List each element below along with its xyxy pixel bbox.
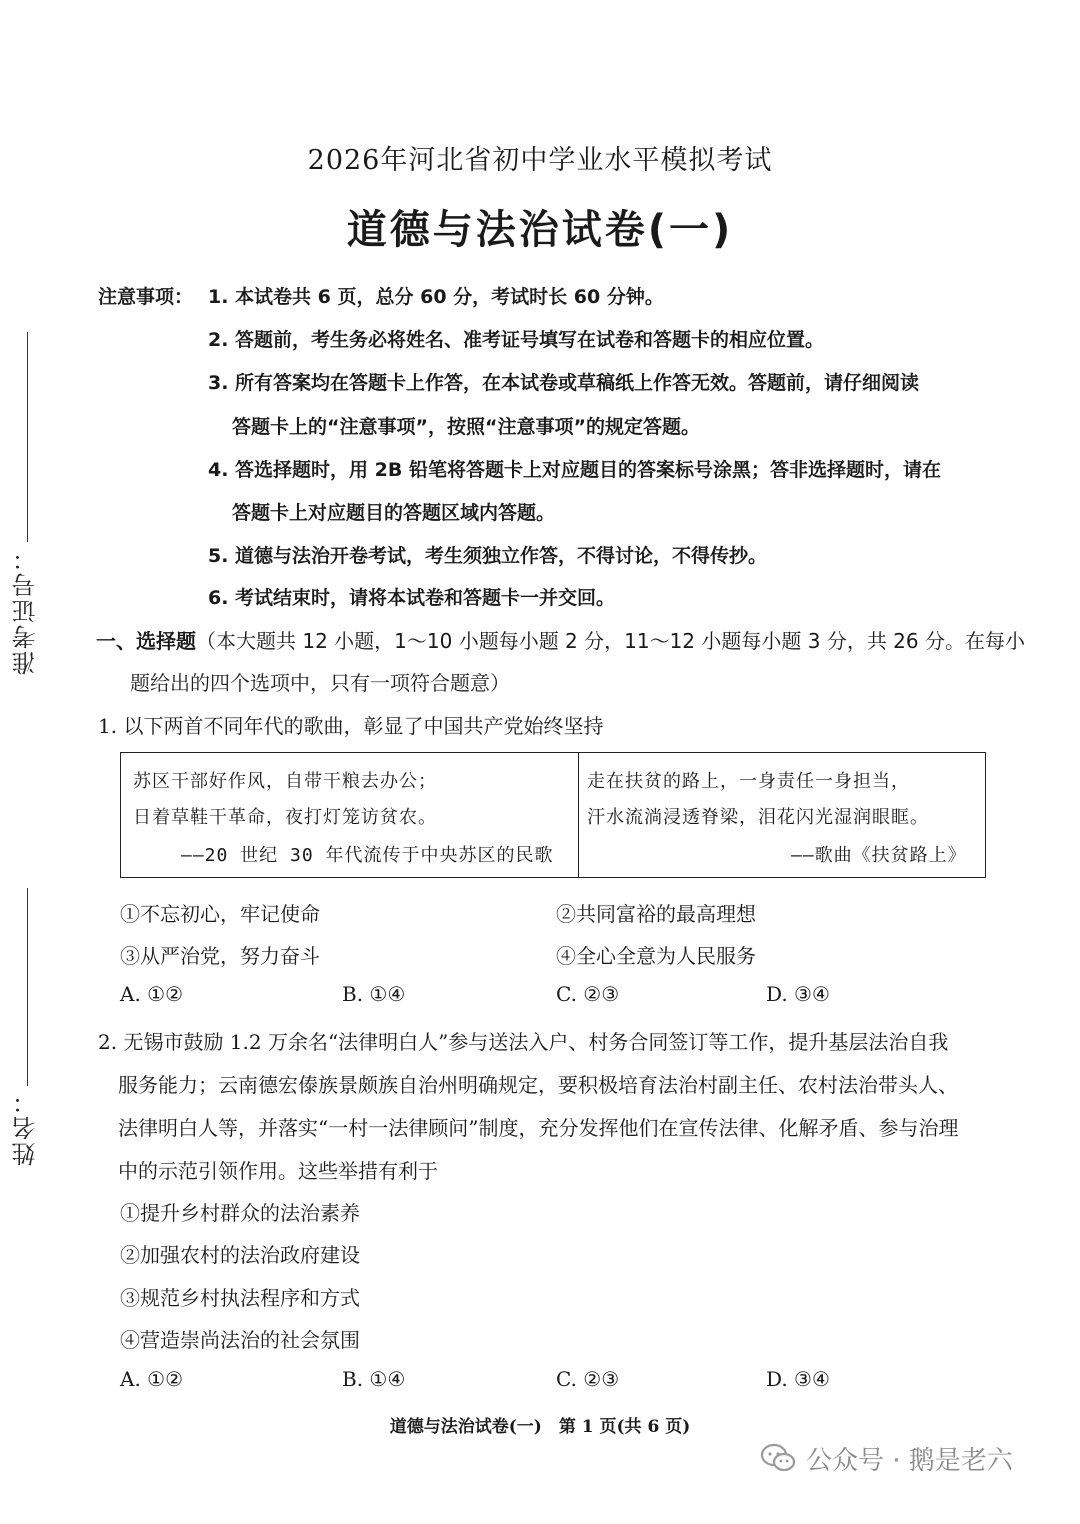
q1-option-4: ④全心全意为人民服务 [556, 944, 756, 968]
question-1-stem: 1. 以下两首不同年代的歌曲，彰显了中国共产党始终坚持 [98, 714, 604, 738]
page-footer: 道德与法治试卷(一) 第 1 页(共 6 页) [389, 1417, 691, 1437]
watermark-text: 公众号 · 鹅是老六 [806, 1445, 1013, 1476]
right-lyric-line: 汗水流淌浸透脊梁，泪花闪光湿润眼眶。 [587, 807, 929, 828]
exam-no-fill-line [27, 332, 28, 542]
question-2-stem: 2. 无锡市鼓励 1.2 万余名“法律明白人”参与送法入户、村务合同签订等工作，提升基层法治自我 [98, 1030, 949, 1054]
notice-item: 5. 道德与法治开卷考试，考生须独立作答，不得讨论，不得传抄。 [208, 545, 768, 567]
q2-option-1: ①提升乡村群众的法治素养 [120, 1201, 360, 1225]
notice-item: 3. 所有答案均在答题卡上作答，在本试卷或草稿纸上作答无效。答题前，请仔细阅读 [208, 372, 920, 394]
q1-choice-a: A. ①② [120, 982, 184, 1006]
right-lyric-line: 走在扶贫的路上，一身责任一身担当， [587, 771, 910, 792]
notice-item: 6. 考试结束时，请将本试卷和答题卡一并交回。 [208, 587, 616, 609]
notice-item: 1. 本试卷共 6 页，总分 60 分，考试时长 60 分钟。 [208, 286, 664, 308]
q2-choice-a: A. ①② [120, 1367, 184, 1391]
q2-choice-c: C. ②③ [556, 1367, 620, 1391]
q2-option-4: ④营造崇尚法治的社会氛围 [120, 1328, 360, 1352]
exam-title: 2026年河北省初中学业水平模拟考试 [307, 145, 773, 176]
wechat-icon [760, 1443, 796, 1473]
notice-item: 答题卡上的“注意事项”，按照“注意事项”的规定答题。 [232, 416, 700, 438]
left-lyric-source: ——20 世纪 30 年代流传于中央苏区的民歌 [181, 845, 554, 866]
watermark [760, 1438, 1013, 1478]
section-title: 一、选择题 [96, 629, 196, 653]
section-heading [96, 625, 1025, 654]
question-2-stem-cont: 法律明白人等，并落实“一村一法律顾问”制度，充分发挥他们在宣传法律、化解矛盾、参与治理 [118, 1116, 959, 1140]
paper-subtitle: 道德与法治试卷(一) [346, 207, 734, 253]
lyrics-divider [578, 753, 579, 877]
q2-option-3: ③规范乡村执法程序和方式 [120, 1286, 360, 1310]
notice-item: 2. 答题前，考生务必将姓名、准考证号填写在试卷和答题卡的相应位置。 [208, 329, 825, 351]
q2-choice-b: B. ①④ [342, 1367, 406, 1391]
section-desc-cont: 题给出的四个选项中，只有一项符合题意） [130, 671, 510, 695]
q1-choice-c: C. ②③ [556, 982, 620, 1006]
song-lyrics-box [120, 752, 986, 878]
q2-option-2: ②加强农村的法治政府建设 [120, 1243, 360, 1267]
q1-choice-b: B. ①④ [342, 982, 406, 1006]
q1-option-1: ①不忘初心，牢记使命 [120, 902, 320, 926]
exam-no-label: 准考证号： [12, 545, 40, 675]
q1-option-2: ②共同富裕的最高理想 [556, 902, 756, 926]
name-fill-line [27, 888, 28, 1086]
left-lyric-line: 日着草鞋干革命，夜打灯笼访贫农。 [133, 807, 437, 828]
q2-choice-d: D. ③④ [766, 1367, 830, 1391]
notice-item: 4. 答选择题时，用 2B 铅笔将答题卡上对应题目的答案标号涂黑；答非选择题时，请在 [208, 459, 941, 481]
left-lyric-line: 苏区干部好作风，自带干粮去办公； [133, 771, 437, 792]
q1-option-3: ③从严治党，努力奋斗 [120, 944, 320, 968]
question-2-stem-cont: 服务能力；云南德宏傣族景颇族自治州明确规定，要积极培育法治村副主任、农村法治带头人、 [118, 1073, 958, 1097]
name-label: 姓名： [12, 1088, 40, 1166]
notice-item: 答题卡上对应题目的答题区域内答题。 [232, 502, 556, 524]
right-lyric-source: ——歌曲《扶贫路上》 [791, 845, 967, 866]
notice-label: 注意事项： [98, 286, 194, 308]
q1-choice-d: D. ③④ [766, 982, 830, 1006]
question-2-stem-cont: 中的示范引领作用。这些举措有利于 [118, 1159, 438, 1183]
section-desc: （本大题共 12 小题，1～10 小题每小题 2 分，11～12 小题每小题 3 分，共 26 分。在每小 [196, 629, 1025, 653]
